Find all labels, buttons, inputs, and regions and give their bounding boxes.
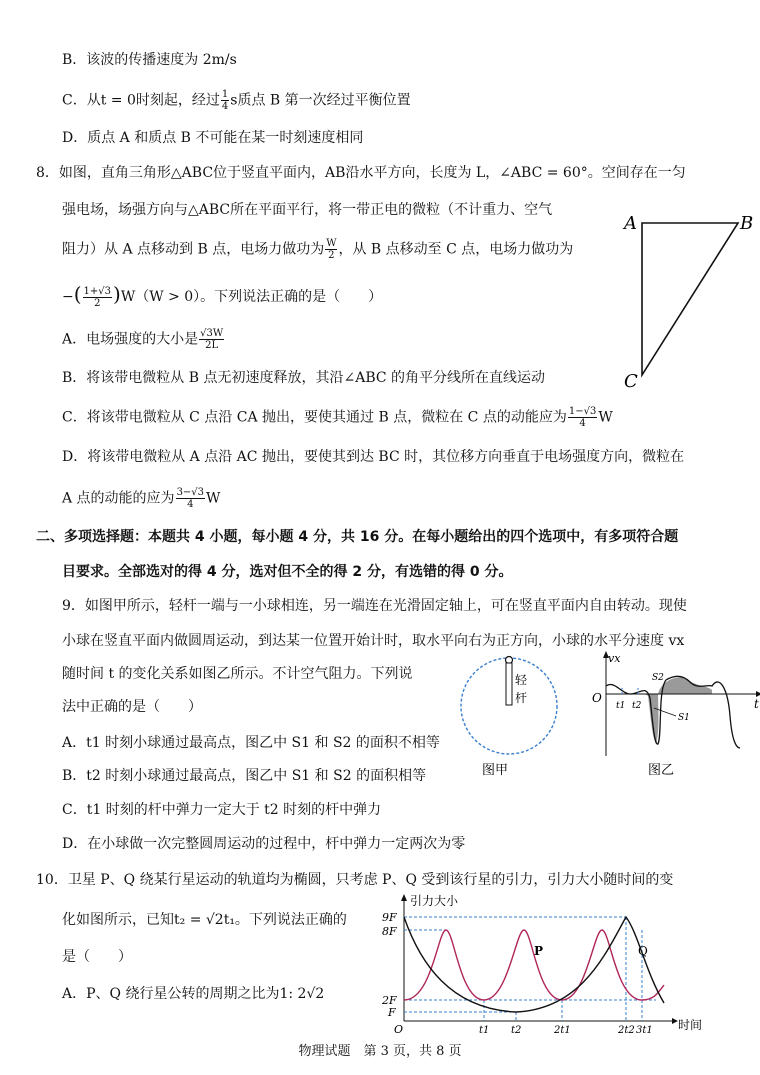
t1-label: t1 <box>616 701 626 711</box>
y-axis-label: 引力大小 <box>410 894 459 908</box>
q9-option-a: A．t1 时刻小球通过最高点，图乙中 S1 和 S2 的面积不相等 <box>62 735 440 751</box>
curve-p-label: P <box>534 944 544 958</box>
vertex-c-label: C <box>624 371 638 392</box>
origin-label: O <box>592 691 602 705</box>
q8-option-d-line2: A 点的动能的应为 $\frac{3-√3}{4}$ W <box>62 487 221 510</box>
q10-stem-line1: 10．卫星 P、Q 绕某行星运动的轨道均为椭圆，只考虑 P、Q 受到该行星的引力，引力大小随时间的变 <box>36 872 674 888</box>
label-3t1: 3t1 <box>636 1025 653 1036</box>
q8-stem-line2: 强电场，场强方向与△ABC所在平面平行，将一带正电的微粒（不计重力、空气 <box>62 202 553 218</box>
q9-stem-line4: 法中正确的是（ ） <box>62 699 202 715</box>
x-axis-label: 时间 <box>678 1018 703 1032</box>
y-axis-arrow-icon <box>401 894 407 901</box>
rod <box>506 663 512 705</box>
q10-stem-line2: 化如图所示，已知t₂ = √2t₁。下列说法正确的 <box>62 912 347 928</box>
q8-triangle-figure <box>618 205 758 395</box>
q8-stem-line4: −( $\frac{1+√3}{2}$ )W（W > 0）。下列说法正确的是（ ） <box>62 282 383 309</box>
q10-force-time-figure <box>380 893 710 1038</box>
q9-stem-line2: 小球在竖直平面内做圆周运动，到达某一位置开始计时，取水平向右为正方向，小球的水平分速度 vx <box>62 633 685 649</box>
page-footer: 物理试题 第 3 页，共 8 页 <box>298 1044 462 1059</box>
label-2t1: 2t1 <box>554 1025 571 1036</box>
s1-label: S1 <box>678 713 690 723</box>
label-origin: O <box>394 1023 404 1036</box>
q9-option-d: D．在小球做一次完整圆周运动的过程中，杆中弹力一定两次为零 <box>62 836 466 852</box>
figure-jia-label: 图甲 <box>482 763 509 778</box>
q7-option-b: B．该波的传播速度为 2m/s <box>62 52 237 68</box>
s2-label: S2 <box>652 673 664 683</box>
q8-stem-line1: 8．如图，直角三角形△ABC位于竖直平面内，AB沿水平方向，长度为 L，∠ABC = 60°。空间存在一匀 <box>36 165 686 181</box>
q7-option-c: C．从t = 0时刻起，经过 $\frac{1}{4}$ s质点 B 第一次经过平衡位置 <box>62 89 411 112</box>
q9-figure-jia <box>455 650 565 780</box>
section2-header-line2: 目要求。全部选对的得 4 分，选对但不全的得 2 分，有选错的得 0 分。 <box>62 564 513 580</box>
q10-stem-line3: 是（ ） <box>62 949 132 965</box>
q10-option-a: A．P、Q 绕行星公转的周期之比为1: 2√2 <box>62 986 325 1002</box>
figure-yi-label: 图乙 <box>648 763 675 778</box>
q8-stem-line3: 阻力）从 A 点移动到 B 点，电场力做功为 $\frac{W}{2}$ ，从 B 点移动至 C 点，电场力做功为 <box>62 238 574 261</box>
rod-label-1: 轻 <box>515 673 528 687</box>
vertex-b-label: B <box>740 213 754 234</box>
q9-option-b: B．t2 时刻小球通过最高点，图乙中 S1 和 S2 的面积相等 <box>62 768 427 784</box>
q8-option-d-line1: D．将该带电微粒从 A 点沿 AC 抛出，要使其到达 BC 时，其位移方向垂直于电场强度方向，微粒在 <box>62 449 685 465</box>
rod-label-2: 杆 <box>515 691 528 705</box>
label-2t2: 2t2 <box>618 1025 635 1036</box>
q9-figure-yi <box>588 650 760 780</box>
q9-stem-line3: 随时间 t 的变化关系如图乙所示。不计空气阻力。下列说 <box>62 666 413 682</box>
t2-label: t2 <box>632 701 642 711</box>
label-f: F <box>388 1006 396 1019</box>
t-axis-label: t <box>754 697 759 711</box>
q8-option-a: A．电场强度的大小是 $\frac{√3W}{2L}$ <box>62 328 224 351</box>
label-2f: 2F <box>382 994 397 1007</box>
label-8f: 8F <box>382 925 397 938</box>
label-t2: t2 <box>511 1025 522 1036</box>
label-9f: 9F <box>382 911 397 924</box>
ball-icon <box>506 657 513 664</box>
q7-option-d: D．质点 A 和质点 B 不可能在某一时刻速度相同 <box>62 130 364 146</box>
curve-p <box>404 930 664 1000</box>
label-t1: t1 <box>479 1025 490 1036</box>
section2-header-line1: 二、多项选择题：本题共 4 小题，每小题 4 分，共 16 分。在每小题给出的四个选项中，有多项符合题 <box>36 529 679 545</box>
q9-stem-line1: 9．如图甲所示，轻杆一端与一小球相连，另一端连在光滑固定轴上，可在竖直平面内自由转动。现使 <box>62 598 687 614</box>
vx-axis-label: vx <box>608 652 621 665</box>
q9-option-c: C．t1 时刻的杆中弹力一定大于 t2 时刻的杆中弹力 <box>62 802 382 818</box>
q8-option-b: B．将该带电微粒从 B 点无初速度释放，其沿∠ABC 的角平分线所在直线运动 <box>62 370 546 386</box>
triangle-abc <box>642 223 738 375</box>
vertex-a-label: A <box>624 213 637 234</box>
curve-q <box>404 917 664 1012</box>
curve-q-label: Q <box>638 944 648 958</box>
q8-option-c: C．将该带电微粒从 C 点沿 CA 抛出，要使其通过 B 点，微粒在 C 点的动能应为 $\frac{1-√3}{4}$ W <box>62 406 613 429</box>
